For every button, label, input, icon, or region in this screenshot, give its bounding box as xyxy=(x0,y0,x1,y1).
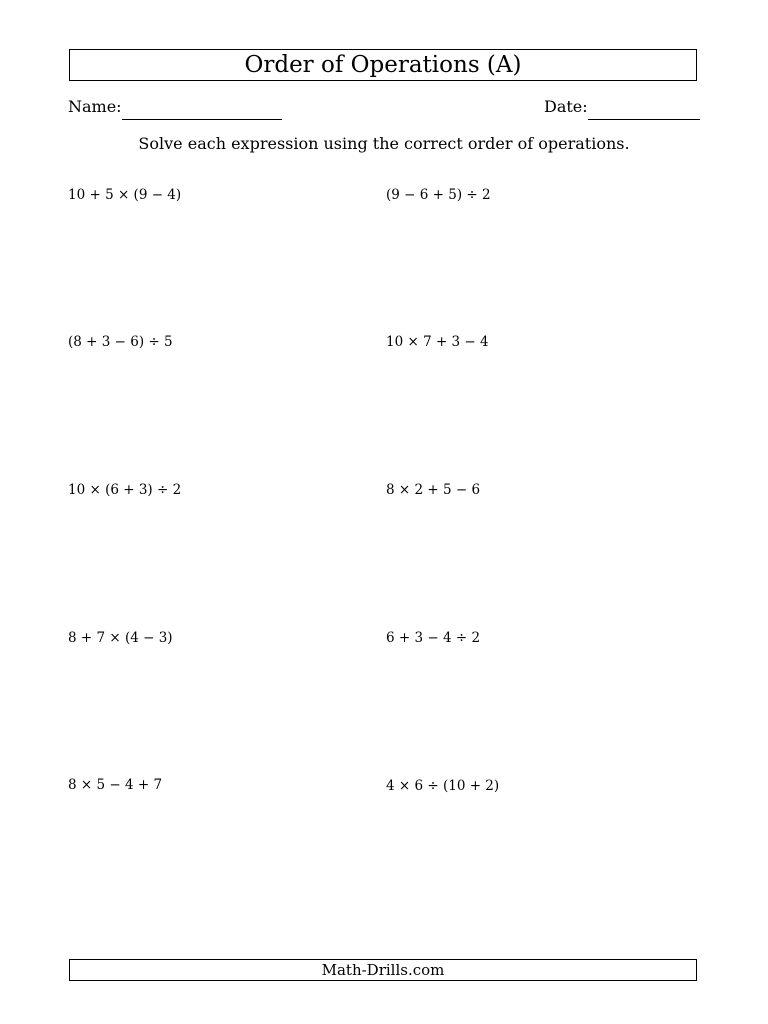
problem-10: 4 × 6 ÷ (10 + 2) xyxy=(386,778,500,794)
footer-site-link[interactable]: Math-Drills.com xyxy=(69,959,697,981)
date-label: Date: xyxy=(544,97,588,116)
worksheet-title: Order of Operations (A) xyxy=(69,49,697,81)
problem-7: 8 + 7 × (4 − 3) xyxy=(68,630,173,646)
problem-9: 8 × 5 − 4 + 7 xyxy=(68,777,163,793)
name-label: Name: xyxy=(68,97,122,116)
problem-8: 6 + 3 − 4 ÷ 2 xyxy=(386,630,481,646)
problem-1: 10 + 5 × (9 − 4) xyxy=(68,187,182,203)
problem-2: (9 − 6 + 5) ÷ 2 xyxy=(386,187,491,203)
date-blank-line[interactable] xyxy=(588,119,700,120)
problem-6: 8 × 2 + 5 − 6 xyxy=(386,482,481,498)
problem-3: (8 + 3 − 6) ÷ 5 xyxy=(68,334,173,350)
problem-5: 10 × (6 + 3) ÷ 2 xyxy=(68,482,182,498)
problem-4: 10 × 7 + 3 − 4 xyxy=(386,334,489,350)
instructions-text: Solve each expression using the correct order of operations. xyxy=(138,134,630,153)
name-blank-line[interactable] xyxy=(122,119,282,120)
